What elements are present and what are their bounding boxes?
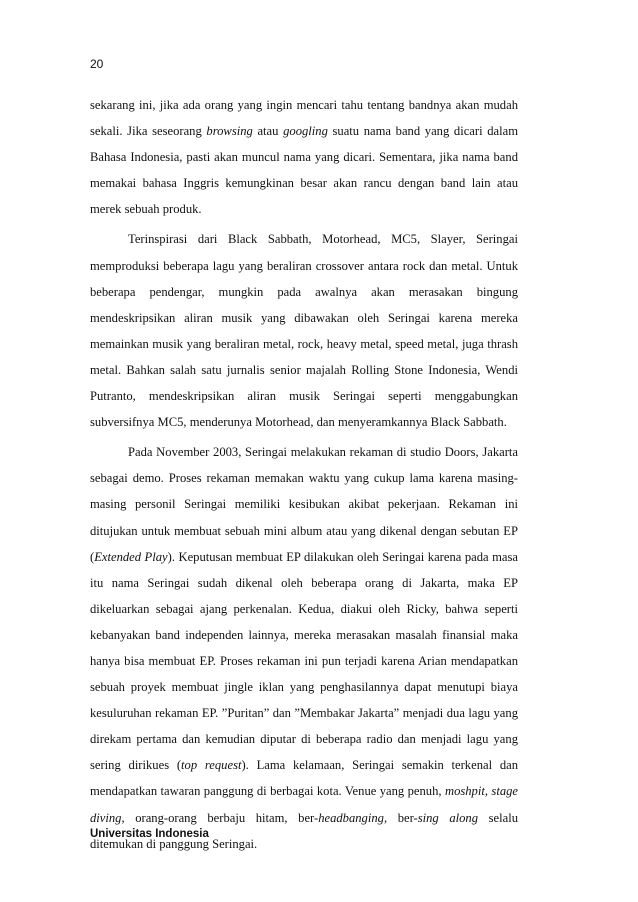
page-number: 20 bbox=[90, 57, 104, 71]
text-segment: , ber- bbox=[383, 810, 418, 825]
italic-text: headbanging bbox=[318, 810, 384, 825]
footer-institution: Universitas Indonesia bbox=[90, 828, 209, 840]
text-segment: ). Keputusan membuat EP dilakukan oleh Seringai karena pada masa itu nama Seringai sudah dikenal oleh beberapa orang di Jakarta, maka EP dikeluarkan sebagai ajang perkenalan. Kedua, diakui oleh Ricky, bahwa seperti kebanyakan band independen lainnya, mereka merasakan masalah finansial maka hanya bisa membuat EP. Proses rekaman ini pun terjadi karena Arian mendapatkan sebuah proyek membuat jingle iklan yang penghasilannya dapat menutupi biaya kesuluruhan rekaman EP. ”Puritan” dan ”Membakar Jakarta” menjadi dua lagu yang direkam pertama dan kemudian diputar di beberapa radio dan menjadi lagu yang sering dirikues ( bbox=[90, 549, 518, 773]
italic-text: sing along bbox=[417, 810, 479, 825]
paragraph bbox=[90, 226, 518, 435]
text-segment: sekarang ini, jika ada orang yang ingin mencari tahu tentang bandnya akan mudah sekali. Jika seseorang bbox=[90, 98, 518, 139]
italic-text: moshpit bbox=[444, 784, 485, 799]
italic-text: stage diving bbox=[90, 784, 519, 825]
italic-text: top request bbox=[181, 758, 242, 773]
text-segment: selalu ditemukan di panggung Seringai. bbox=[90, 810, 518, 851]
text-segment: atau bbox=[252, 124, 284, 139]
body-text bbox=[90, 92, 518, 857]
text-segment: , bbox=[484, 784, 492, 799]
italic-text: googling bbox=[283, 124, 328, 139]
text-segment: Terinspirasi dari Black Sabbath, Motorhead, MC5, Slayer, Seringai memproduksi beberapa lagu yang beraliran crossover antara rock dan metal. Untuk beberapa pendengar, mungkin pada awalnya akan merasakan bingung mendeskripsikan aliran musik yang dibawakan oleh Seringai karena mereka memainkan musik yang beraliran metal, rock, heavy metal, speed metal, juga thrash metal. Bahkan salah satu jurnalis senior majalah Rolling Stone Indonesia, Wendi Putranto, mendeskripsikan aliran musik Seringai seperti menggabungkan subversifnya MC5, menderunya Motorhead, dan menyeramkannya Black Sabbath. bbox=[90, 232, 518, 430]
paragraph bbox=[90, 92, 518, 222]
text-segment: suatu nama band yang dicari dalam Bahasa Indonesia, pasti akan muncul nama yang dicari. Sementara, jika nama band memakai bahasa Inggris kemungkinan besar akan rancu dengan band lain atau merek sebuah produk. bbox=[90, 124, 518, 217]
italic-text: browsing bbox=[206, 124, 253, 139]
text-segment: ). Lama kelamaan, Seringai semakin terkenal dan mendapatkan tawaran panggung di berbagai kota. Venue yang penuh, bbox=[90, 758, 518, 799]
italic-text: Extended Play bbox=[94, 549, 168, 564]
text-segment: , orang-orang berbaju hitam, ber- bbox=[121, 810, 319, 825]
text-segment: Pada November 2003, Seringai melakukan rekaman di studio Doors, Jakarta sebagai demo. Proses rekaman memakan waktu yang cukup lama karena masing-masing personil Seringai memiliki kesibukan akibat pekerjaan. Rekaman ini ditujukan untuk membuat sebuah mini album atau yang dikenal dengan sebutan EP ( bbox=[90, 445, 518, 564]
paragraph bbox=[90, 439, 518, 857]
